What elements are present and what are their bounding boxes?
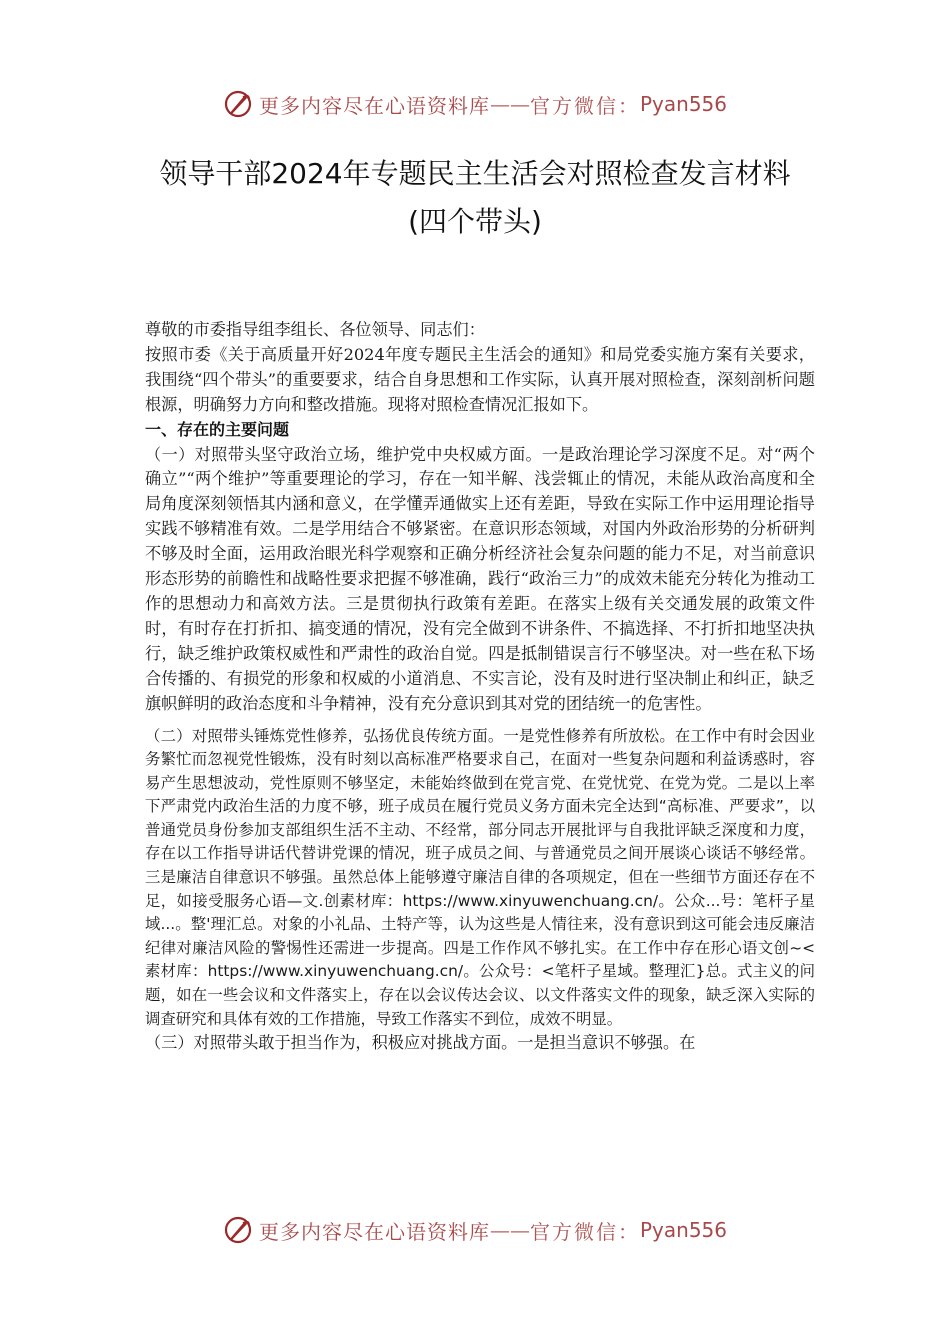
section-heading: 一、存在的主要问题 (145, 419, 290, 439)
watermark-wechat-label: 官方微信： (529, 93, 640, 118)
quill-logo-icon (223, 89, 253, 119)
watermark-wechat-id: Pyan556 (639, 1218, 727, 1242)
salutation: 尊敬的市委指导组李组长、各位领导、同志们： (145, 320, 485, 339)
section-item-2: （二）对照带头锤炼党性修养，弘扬优良传统方面。一是党性修养有所放松。在工作中有时会因业务繁忙而忽视党性锻炼，没有时刻以高标准严格要求自己，在面对一些复杂问题和利益诱惑时，容易产生思想波动，党性原则不够坚定，未能始终做到在党言党、在党忧党、在党为党。二是以上率下严肃党内政治生活的力度不够，班子成员在履行党员义务方面未完全达到“高标准、严要求”，以普通党员身份参加支部组织生活不主动、不经常，部分同志开展批评与自我批评缺乏深度和力度，存在以工作指导讲话代替讲党课的情况，班子成员之间、与普通党员之间开展谈心谈话不够经常。三是廉洁自律意识不够强。虽然总体上能够遵守廉洁自律的各项规定，但在一些细节方面还存在不足，如接受服务心语—文.创素材库：https://www.xinyuwenchuang.cn/。公众...号：笔杆子星域...。整'理汇总。对象的小礼品、土特产等，认为这些是人情往来，没有意识到这可能会违反廉洁纪律对廉洁风险的警惕性还需进一步提高。四是工作作风不够扎实。在工作中存在形心语文创~<素材库：https://www.xinyuwenchuang.cn/。公众号：<笔杆子星域。整理汇}总。式主义的问题，如在一些会议和文件落实上，存在以会议传达会议、以文件落实文件的现象，缺乏深入实际的调查研究和具体有效的工作措施，导致工作落实不到位，成效不明显。 (145, 726, 815, 1028)
watermark-separator: —— (489, 1218, 530, 1242)
quill-logo-icon (223, 1215, 253, 1245)
watermark-banner-bottom (0, 1210, 950, 1250)
document-subtitle: (四个带头) (408, 205, 542, 238)
watermark-wechat-id: Pyan556 (639, 92, 727, 116)
watermark-site-text: 更多内容尽在心语资料库 (258, 1219, 490, 1244)
section-item-1: （一）对照带头坚守政治立场，维护党中央权威方面。一是政治理论学习深度不足。对“两个确立”“两个维护”等重要理论的学习，存在一知半解、浅尝辄止的情况，未能从政治高度和全局角度深刻领悟其内涵和意义，在学懂弄通做实上还有差距，导致在实际工作中运用理论指导实践不够精准有效。二是学用结合不够紧密。在意识形态领域，对国内外政治形势的分析研判不够及时全面，运用政治眼光科学观察和正确分析经济社会复杂问题的能力不足，对当前意识形态形势的前瞻性和战略性要求把握不够准确，践行“政治三力”的成效未能充分转化为推动工作的思想动力和高效方法。三是贯彻执行政策有差距。在落实上级有关交通发展的政策文件时，有时存在打折扣、搞变通的情况，没有完全做到不讲条件、不搞选择、不打折扣地坚决执行，缺乏维护政策权威性和严肃性的政治自觉。四是抵制错误言行不够坚决。对一些在私下场合传播的、有损党的形象和权威的小道消息、不实言论，没有及时进行坚决制止和纠正，缺乏旗帜鲜明的政治态度和斗争精神，没有充分意识到其对党的团结统一的危害性。 (145, 444, 815, 713)
section-item-3: （三）对照带头敢于担当作为，积极应对挑战方面。一是担当意识不够强。在 (145, 1033, 696, 1053)
watermark-banner-top (0, 84, 950, 124)
watermark-wechat-label: 官方微信： (529, 1219, 640, 1244)
document-title: 领导干部2024年专题民主生活会对照检查发言材料 (159, 157, 791, 190)
intro-paragraph: 按照市委《关于高质量开好2024年度专题民主生活会的通知》和局党委实施方案有关要求，我围绕“四个带头”的重要要求，结合自身思想和工作实际，认真开展对照检查，深刻剖析问题根源，明确努力方向和整改措施。现将对照检查情况汇报如下。 (145, 344, 815, 414)
watermark-separator: —— (489, 92, 530, 116)
watermark-site-text: 更多内容尽在心语资料库 (258, 93, 490, 118)
document-body (145, 318, 815, 1056)
